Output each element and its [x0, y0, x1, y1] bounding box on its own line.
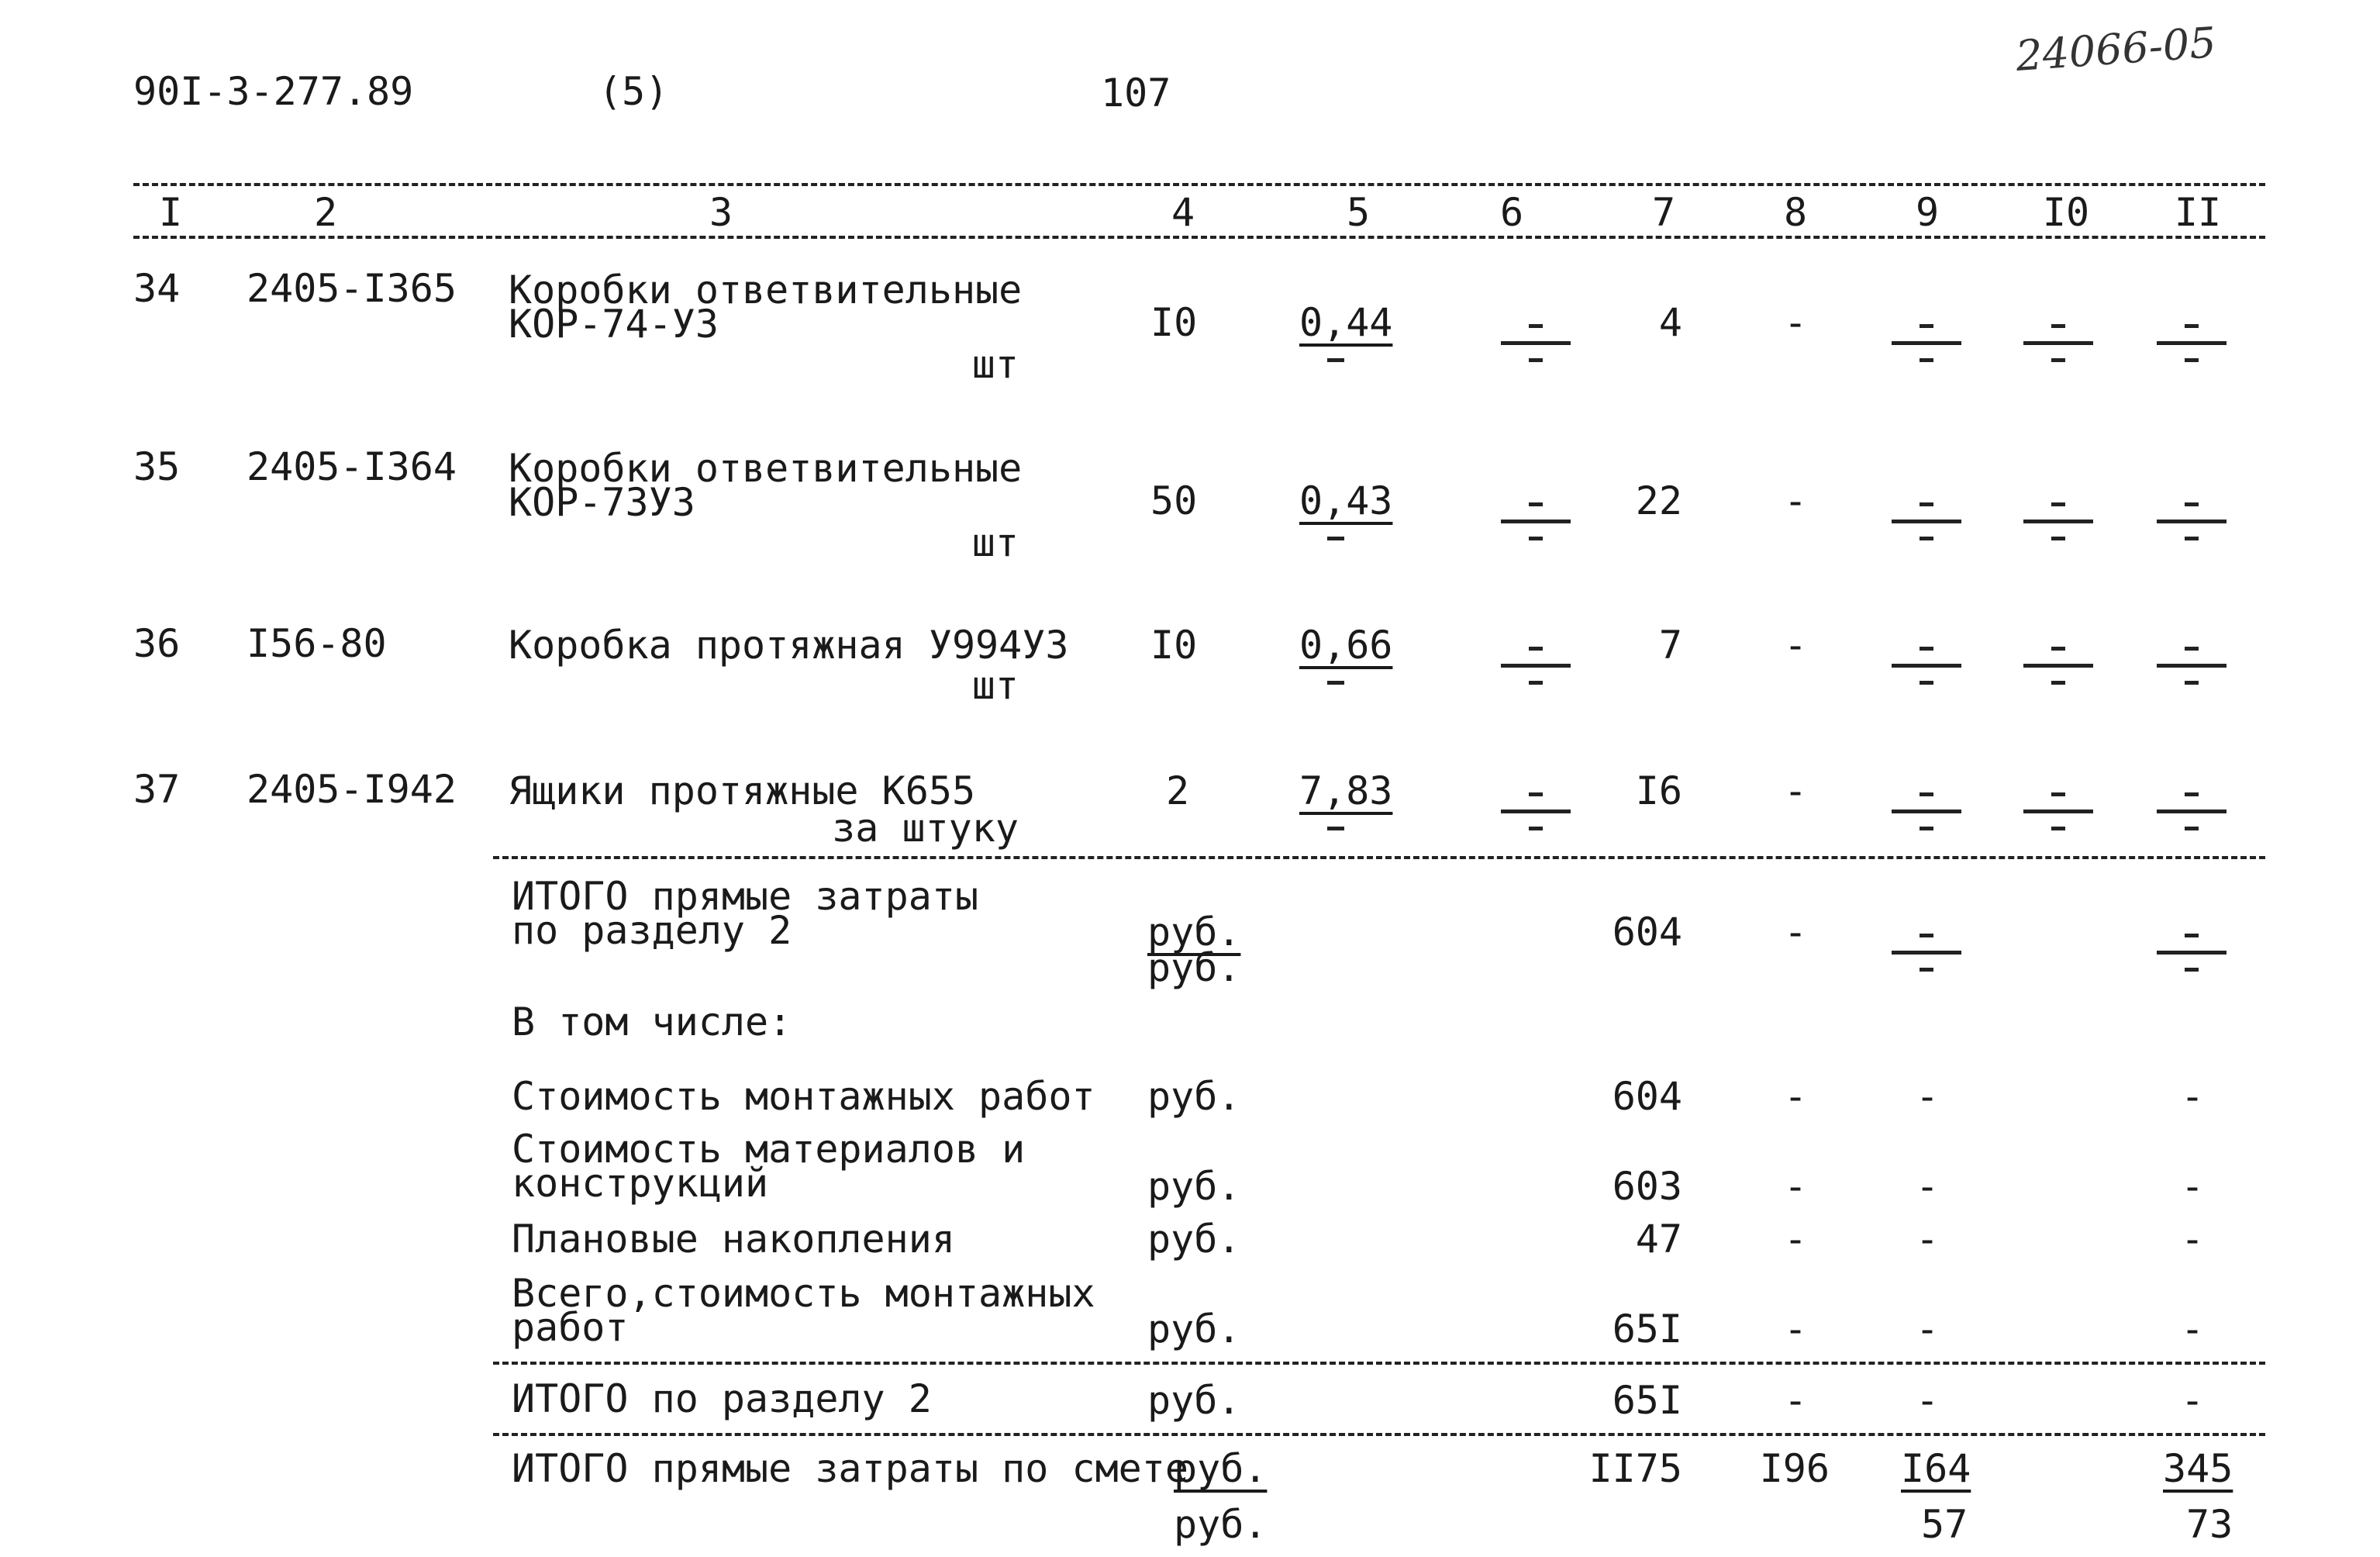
header-top-rule: [133, 183, 2265, 186]
estimate-total-c7: II75: [1588, 1446, 1682, 1491]
column-9-fraction-dash: [1892, 324, 1961, 371]
section-total-c9: -: [1915, 1378, 1940, 1423]
column-header-3: 3: [709, 190, 733, 235]
install-cost-c8: -: [1783, 1074, 1808, 1119]
estimate-total-c8: I96: [1759, 1446, 1830, 1491]
section-number: (5): [598, 69, 669, 114]
materials-cost-c7: 603: [1612, 1164, 1682, 1209]
section-total-c7: 65I: [1612, 1378, 1682, 1423]
estimate-total-c9-2: 57: [1921, 1502, 1968, 1547]
page-number: 107: [1101, 71, 1171, 116]
item-code: 2405-I942: [247, 767, 457, 812]
install-cost-c7: 604: [1612, 1074, 1682, 1119]
section-total-unit: руб.: [1147, 1378, 1241, 1423]
document-code: 90I-3-277.89: [133, 69, 414, 114]
column-6-fraction-dash: [1501, 502, 1571, 549]
planned-savings-c8: -: [1783, 1217, 1808, 1262]
row-number: 37: [133, 767, 181, 812]
item-quantity: 2: [1166, 768, 1190, 813]
section-total-label: ИТОГО по разделу 2: [512, 1376, 932, 1421]
column-header-7: 7: [1651, 190, 1676, 235]
total-install-c8: -: [1783, 1307, 1808, 1352]
section-total-bottom-rule: [493, 1433, 2265, 1436]
direct-costs-c11-dash: [2157, 934, 2227, 980]
column-header-11: II: [2174, 190, 2222, 235]
column-9-fraction-dash: [1892, 647, 1961, 693]
column-8-value: -: [1783, 623, 1808, 668]
direct-costs-unit: руб.: [1147, 910, 1241, 955]
column-11-fraction-dash: [2157, 792, 2227, 839]
total-install-unit: руб.: [1147, 1307, 1241, 1352]
item-price: 0,66: [1299, 623, 1393, 668]
install-cost-label: Стоимость монтажных работ: [512, 1074, 1095, 1119]
column-6-fraction-dash: [1501, 792, 1571, 839]
item-name: Коробка протяжная У994УЗ: [509, 623, 1069, 668]
column-6-fraction-dash: [1501, 324, 1571, 371]
total-install-c11: -: [2180, 1307, 2205, 1352]
item-code: 2405-I365: [247, 266, 457, 311]
planned-savings-unit: руб.: [1147, 1217, 1241, 1262]
materials-cost-label: Стоимость материалов и: [512, 1127, 1026, 1172]
materials-cost-c8: -: [1783, 1164, 1808, 1209]
handwritten-reference: 24066-05: [2014, 18, 2218, 81]
item-name-2: КОР-73УЗ: [509, 480, 695, 525]
item-unit: за штуку: [832, 806, 1019, 851]
column-header-8: 8: [1783, 190, 1808, 235]
planned-savings-c11: -: [2180, 1217, 2205, 1262]
column-7-value: 7: [1658, 623, 1682, 668]
install-cost-c11: -: [2180, 1074, 2205, 1119]
total-install-c7: 65I: [1612, 1307, 1682, 1352]
column-8-value: -: [1783, 478, 1808, 523]
direct-costs-unit-2: руб.: [1147, 945, 1241, 990]
price-denominator-dash: [1327, 827, 1344, 830]
item-unit: шт: [971, 520, 1019, 565]
direct-costs-title: ИТОГО прямые затраты: [512, 874, 979, 919]
price-denominator-dash: [1327, 681, 1344, 685]
item-quantity: I0: [1150, 300, 1198, 345]
column-8-value: -: [1783, 300, 1808, 345]
estimate-total-unit: руб.: [1174, 1446, 1268, 1491]
estimate-total-unit-2: руб.: [1174, 1502, 1268, 1547]
section-total-c8: -: [1783, 1378, 1808, 1423]
estimate-total-c11-2: 73: [2186, 1502, 2233, 1547]
materials-cost-c11: -: [2180, 1164, 2205, 1209]
direct-costs-c8: -: [1783, 910, 1808, 955]
column-6-fraction-dash: [1501, 647, 1571, 693]
column-header-5: 5: [1346, 190, 1371, 235]
item-price: 0,43: [1299, 478, 1393, 523]
item-name: Коробки ответвительные: [509, 268, 1023, 312]
row-number: 35: [133, 444, 181, 489]
header-bottom-rule: [133, 236, 2265, 239]
item-price: 7,83: [1299, 768, 1393, 813]
column-10-fraction-dash: [2023, 502, 2093, 549]
column-11-fraction-dash: [2157, 324, 2227, 371]
column-header-1: I: [158, 190, 183, 235]
column-11-fraction-dash: [2157, 647, 2227, 693]
install-cost-unit: руб.: [1147, 1074, 1241, 1119]
planned-savings-c9: -: [1915, 1217, 1940, 1262]
planned-savings-label: Плановые накопления: [512, 1217, 955, 1262]
column-header-10: I0: [2042, 190, 2090, 235]
materials-cost-label-2: конструкций: [512, 1161, 769, 1206]
section-rule: [493, 856, 2265, 859]
total-install-label-2: работ: [512, 1305, 629, 1350]
item-code: I56-80: [247, 621, 387, 666]
direct-costs-c7: 604: [1612, 910, 1682, 955]
column-7-value: 4: [1658, 300, 1682, 345]
estimate-total-c9: I64: [1901, 1446, 1971, 1491]
item-quantity: I0: [1150, 623, 1198, 668]
column-header-4: 4: [1171, 190, 1195, 235]
materials-cost-unit: руб.: [1147, 1164, 1241, 1209]
column-header-6: 6: [1499, 190, 1524, 235]
item-code: 2405-I364: [247, 444, 457, 489]
column-header-9: 9: [1915, 190, 1940, 235]
planned-savings-c7: 47: [1635, 1217, 1682, 1262]
estimate-total-c11: 345: [2163, 1446, 2233, 1491]
total-install-label: Всего,стоимость монтажных: [512, 1271, 1095, 1316]
item-name: Ящики протяжные К655: [509, 768, 976, 813]
column-7-value: 22: [1635, 478, 1682, 523]
price-denominator-dash: [1327, 537, 1344, 540]
row-number: 34: [133, 266, 181, 311]
total-install-c9: -: [1915, 1307, 1940, 1352]
price-denominator-dash: [1327, 358, 1344, 362]
section-total-top-rule: [493, 1362, 2265, 1365]
item-price: 0,44: [1299, 300, 1393, 345]
column-7-value: I6: [1635, 768, 1682, 813]
column-10-fraction-dash: [2023, 647, 2093, 693]
direct-costs-c9-dash: [1892, 934, 1961, 980]
column-10-fraction-dash: [2023, 324, 2093, 371]
item-quantity: 50: [1150, 478, 1198, 523]
item-unit: шт: [971, 663, 1019, 708]
item-name-2: КОР-74-УЗ: [509, 302, 719, 347]
column-9-fraction-dash: [1892, 502, 1961, 549]
row-number: 36: [133, 621, 181, 666]
materials-cost-c9: -: [1915, 1164, 1940, 1209]
item-name: Коробки ответвительные: [509, 446, 1023, 491]
item-unit: шт: [971, 342, 1019, 387]
column-header-2: 2: [313, 190, 338, 235]
column-10-fraction-dash: [2023, 792, 2093, 839]
column-11-fraction-dash: [2157, 502, 2227, 549]
including-label: В том числе:: [512, 999, 792, 1044]
install-cost-c9: -: [1915, 1074, 1940, 1119]
direct-costs-title-2: по разделу 2: [512, 908, 792, 953]
estimate-total-label: ИТОГО прямые затраты по смете: [512, 1446, 1188, 1491]
column-8-value: -: [1783, 768, 1808, 813]
column-9-fraction-dash: [1892, 792, 1961, 839]
section-total-c11: -: [2180, 1378, 2205, 1423]
